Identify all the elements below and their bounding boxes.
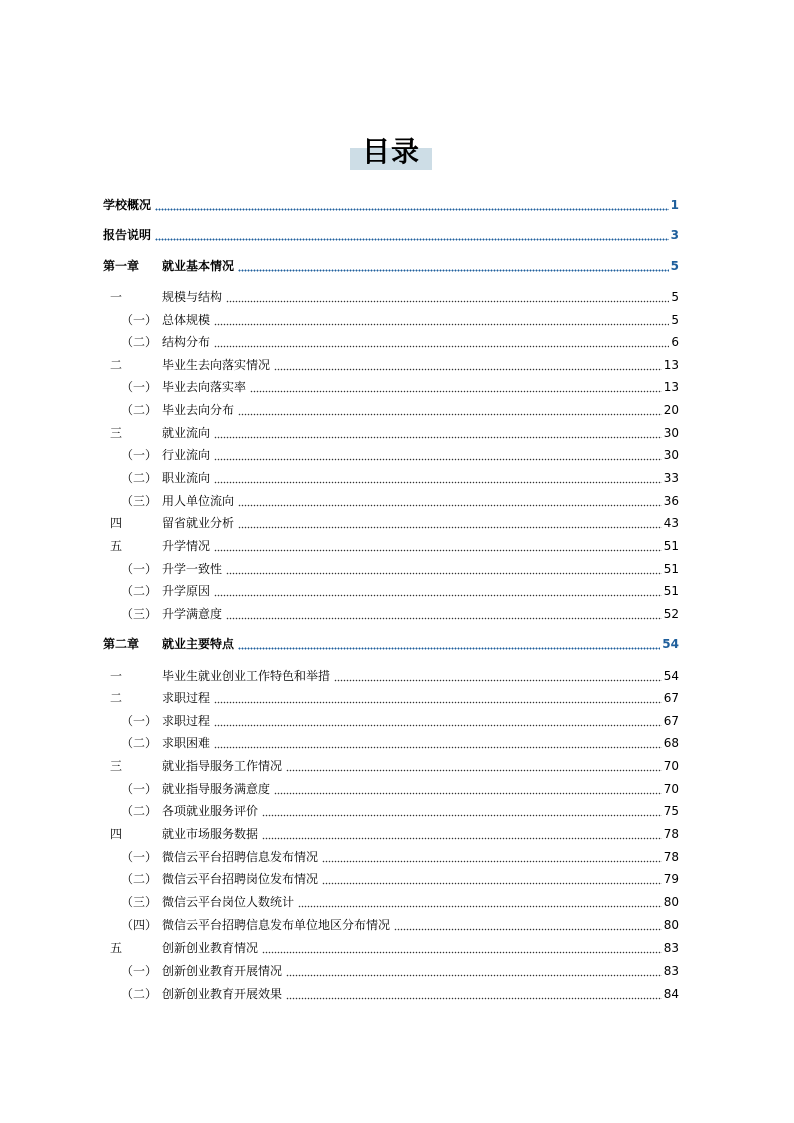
toc-entry-number: 二 [110,691,123,705]
toc-entry-number: 五 [110,941,123,955]
toc-entry-page: 54 [662,637,679,651]
toc-entry-page: 5 [671,313,679,327]
toc-entry-page: 13 [663,380,679,394]
toc-dot-leader [214,734,662,752]
toc-entry-number: 五 [110,539,123,553]
toc-entry-page: 6 [671,335,679,349]
toc-dot-leader [226,288,669,306]
toc-entry-page: 78 [663,850,679,864]
toc-entry-page: 51 [663,584,679,598]
toc-entry[interactable] [103,939,679,957]
toc-entry-number: （二） [121,872,158,886]
toc-dot-leader [394,916,662,934]
toc-entry-label: 升学满意度 [162,607,223,621]
toc-entry-label: 就业流向 [162,426,211,440]
toc-entry-page: 43 [663,516,679,530]
toc-entry[interactable] [103,825,679,843]
toc-entry-page: 52 [663,607,679,621]
toc-dot-leader [274,780,662,798]
toc-entry-label: 升学情况 [162,539,211,553]
toc-entry[interactable] [103,667,679,685]
toc-dot-leader [238,514,662,532]
toc-entry-number: （一） [121,782,158,796]
toc-entry-page: 33 [663,471,679,485]
toc-entry-number: （二） [121,804,158,818]
toc-dot-leader [226,605,662,623]
toc-entry-label: 求职困难 [162,736,211,750]
toc-entry-label: 学校概况 [103,198,152,212]
toc-entry-page: 67 [663,714,679,728]
toc-entry-label: 毕业生就业创业工作特色和举措 [162,669,331,683]
toc-dot-leader [214,446,662,464]
toc-dot-leader [214,311,669,329]
toc-entry-label: 就业市场服务数据 [162,827,259,841]
toc-entry-number: （二） [121,736,158,750]
toc-dot-leader [214,424,662,442]
toc-entry-number: 三 [110,426,123,440]
toc-entry-page: 70 [663,782,679,796]
toc-entry-label: 毕业生去向落实情况 [162,358,271,372]
toc-dot-leader [214,537,662,555]
toc-entry-label: 各项就业服务评价 [162,804,259,818]
toc-entry-label: 结构分布 [162,335,211,349]
toc-entry-page: 80 [663,918,679,932]
toc-entry-label: 升学一致性 [162,562,223,576]
toc-entry-label: 创新创业教育情况 [162,941,259,955]
toc-entry[interactable] [103,514,679,532]
toc-entry-number: 一 [110,290,123,304]
toc-entry-number: （三） [121,895,158,909]
toc-entry[interactable] [103,605,679,623]
toc-entry-number: （二） [121,584,158,598]
toc-entry-page: 13 [663,358,679,372]
toc-entry-number: （二） [121,335,158,349]
toc-entry-label: 微信云平台招聘信息发布单位地区分布情况 [162,918,391,932]
toc-entry-label: 创新创业教育开展效果 [162,987,283,1001]
toc-entry-number: （一） [121,380,158,394]
toc-entry-label: 就业指导服务工作情况 [162,759,283,773]
toc-entry-page: 70 [663,759,679,773]
toc-dot-leader [155,196,669,214]
toc-entry[interactable] [103,401,679,419]
toc-dot-leader [250,378,662,396]
toc-entry-label: 升学原因 [162,584,211,598]
toc-entry-page: 84 [663,987,679,1001]
toc-entry[interactable] [103,257,679,275]
toc-entry-page: 30 [663,426,679,440]
toc-entry-page: 75 [663,804,679,818]
toc-dot-leader [262,802,662,820]
toc-entry-number: （一） [121,714,158,728]
toc-dot-leader [238,401,662,419]
toc-entry[interactable] [103,802,679,820]
toc-title-block [350,134,432,170]
toc-entry-label: 规模与结构 [162,290,223,304]
toc-entry-page: 67 [663,691,679,705]
toc-entry-label: 行业流向 [162,448,211,462]
toc-entry[interactable] [103,985,679,1003]
toc-entry[interactable] [103,689,679,707]
toc-entry-number: 三 [110,759,123,773]
toc-entry-label: 创新创业教育开展情况 [162,964,283,978]
page-title: 目录 [361,135,420,168]
toc-entry[interactable] [103,311,679,329]
toc-entry-page: 83 [663,964,679,978]
toc-entry[interactable] [103,356,679,374]
toc-entry-number: （二） [121,403,158,417]
toc-dot-leader [214,712,662,730]
toc-entry-page: 79 [663,872,679,886]
toc-entry[interactable] [103,196,679,214]
toc-dot-leader [286,757,662,775]
toc-entry[interactable] [103,712,679,730]
toc-dot-leader [262,825,662,843]
toc-entry-label: 职业流向 [162,471,211,485]
toc-dot-leader [214,689,662,707]
toc-dot-leader [214,333,669,351]
toc-entry-number: 第一章 [103,259,140,273]
toc-entry-label: 毕业去向落实率 [162,380,247,394]
toc-entry-page: 30 [663,448,679,462]
toc-entry-label: 就业基本情况 [162,259,235,273]
toc-dot-leader [226,560,662,578]
toc-entry[interactable] [103,893,679,911]
toc-entry-label: 就业主要特点 [162,637,235,651]
toc-entry-number: （二） [121,471,158,485]
toc-entry-page: 80 [663,895,679,909]
toc-entry-page: 78 [663,827,679,841]
toc-entry-page: 36 [663,494,679,508]
toc-entry-number: （一） [121,850,158,864]
toc-entry-page: 51 [663,562,679,576]
toc-dot-leader [274,356,662,374]
toc-entry-number: （四） [121,918,158,932]
toc-entry-number: （一） [121,562,158,576]
toc-dot-leader [334,667,662,685]
toc-entry[interactable] [103,962,679,980]
toc-entry-label: 微信云平台招聘岗位发布情况 [162,872,319,886]
toc-dot-leader [214,582,662,600]
toc-entry[interactable] [103,537,679,555]
toc-entry[interactable] [103,333,679,351]
toc-entry-page: 68 [663,736,679,750]
toc-entry[interactable] [103,734,679,752]
toc-entry-number: 一 [110,669,123,683]
toc-entry-label: 求职过程 [162,714,211,728]
toc-entry[interactable] [103,582,679,600]
toc-entry[interactable] [103,560,679,578]
toc-entry-number: 二 [110,358,123,372]
toc-entry-page: 5 [670,259,679,273]
toc-entry-number: 第二章 [103,637,140,651]
toc-entry[interactable] [103,424,679,442]
toc-entry-label: 就业指导服务满意度 [162,782,271,796]
toc-dot-leader [155,226,669,244]
toc-entry[interactable] [103,757,679,775]
toc-entry[interactable] [103,780,679,798]
toc-dot-leader [322,848,662,866]
toc-entry[interactable] [103,446,679,464]
toc-entry-page: 3 [670,228,679,242]
toc-entry-page: 5 [671,290,679,304]
toc-entry[interactable] [103,378,679,396]
toc-dot-leader [262,939,662,957]
toc-dot-leader [286,985,662,1003]
toc-entry-number: 四 [110,516,123,530]
toc-entry-number: （一） [121,448,158,462]
toc-entry[interactable] [103,635,679,653]
toc-entry-number: （三） [121,607,158,621]
toc-entry-number: （一） [121,313,158,327]
toc-entry-label: 毕业去向分布 [162,403,235,417]
toc-entry-label: 留省就业分析 [162,516,235,530]
toc-entry-label: 总体规模 [162,313,211,327]
toc-entry[interactable] [103,226,679,244]
toc-entry-page: 83 [663,941,679,955]
toc-entry-number: （一） [121,964,158,978]
toc-entry-page: 20 [663,403,679,417]
toc-entry[interactable] [103,870,679,888]
toc-dot-leader [298,893,662,911]
toc-dot-leader [238,257,669,275]
toc-entry-page: 54 [663,669,679,683]
toc-dot-leader [238,492,662,510]
toc-entry[interactable] [103,916,679,934]
toc-entry-number: 四 [110,827,123,841]
toc-entry-label: 报告说明 [103,228,152,242]
toc-entry[interactable] [103,848,679,866]
toc-entry-label: 求职过程 [162,691,211,705]
toc-entry-label: 微信云平台招聘信息发布情况 [162,850,319,864]
toc-entry-number: （三） [121,494,158,508]
toc-entry[interactable] [103,492,679,510]
toc-entry[interactable] [103,469,679,487]
toc-dot-leader [214,469,662,487]
toc-dot-leader [238,635,660,653]
toc-entry[interactable] [103,288,679,306]
toc-entry-page: 1 [670,198,679,212]
toc-entry-page: 51 [663,539,679,553]
toc-entry-label: 用人单位流向 [162,494,235,508]
toc-entry-label: 微信云平台岗位人数统计 [162,895,295,909]
toc-entry-number: （二） [121,987,158,1001]
toc-dot-leader [286,962,662,980]
toc-dot-leader [322,870,662,888]
